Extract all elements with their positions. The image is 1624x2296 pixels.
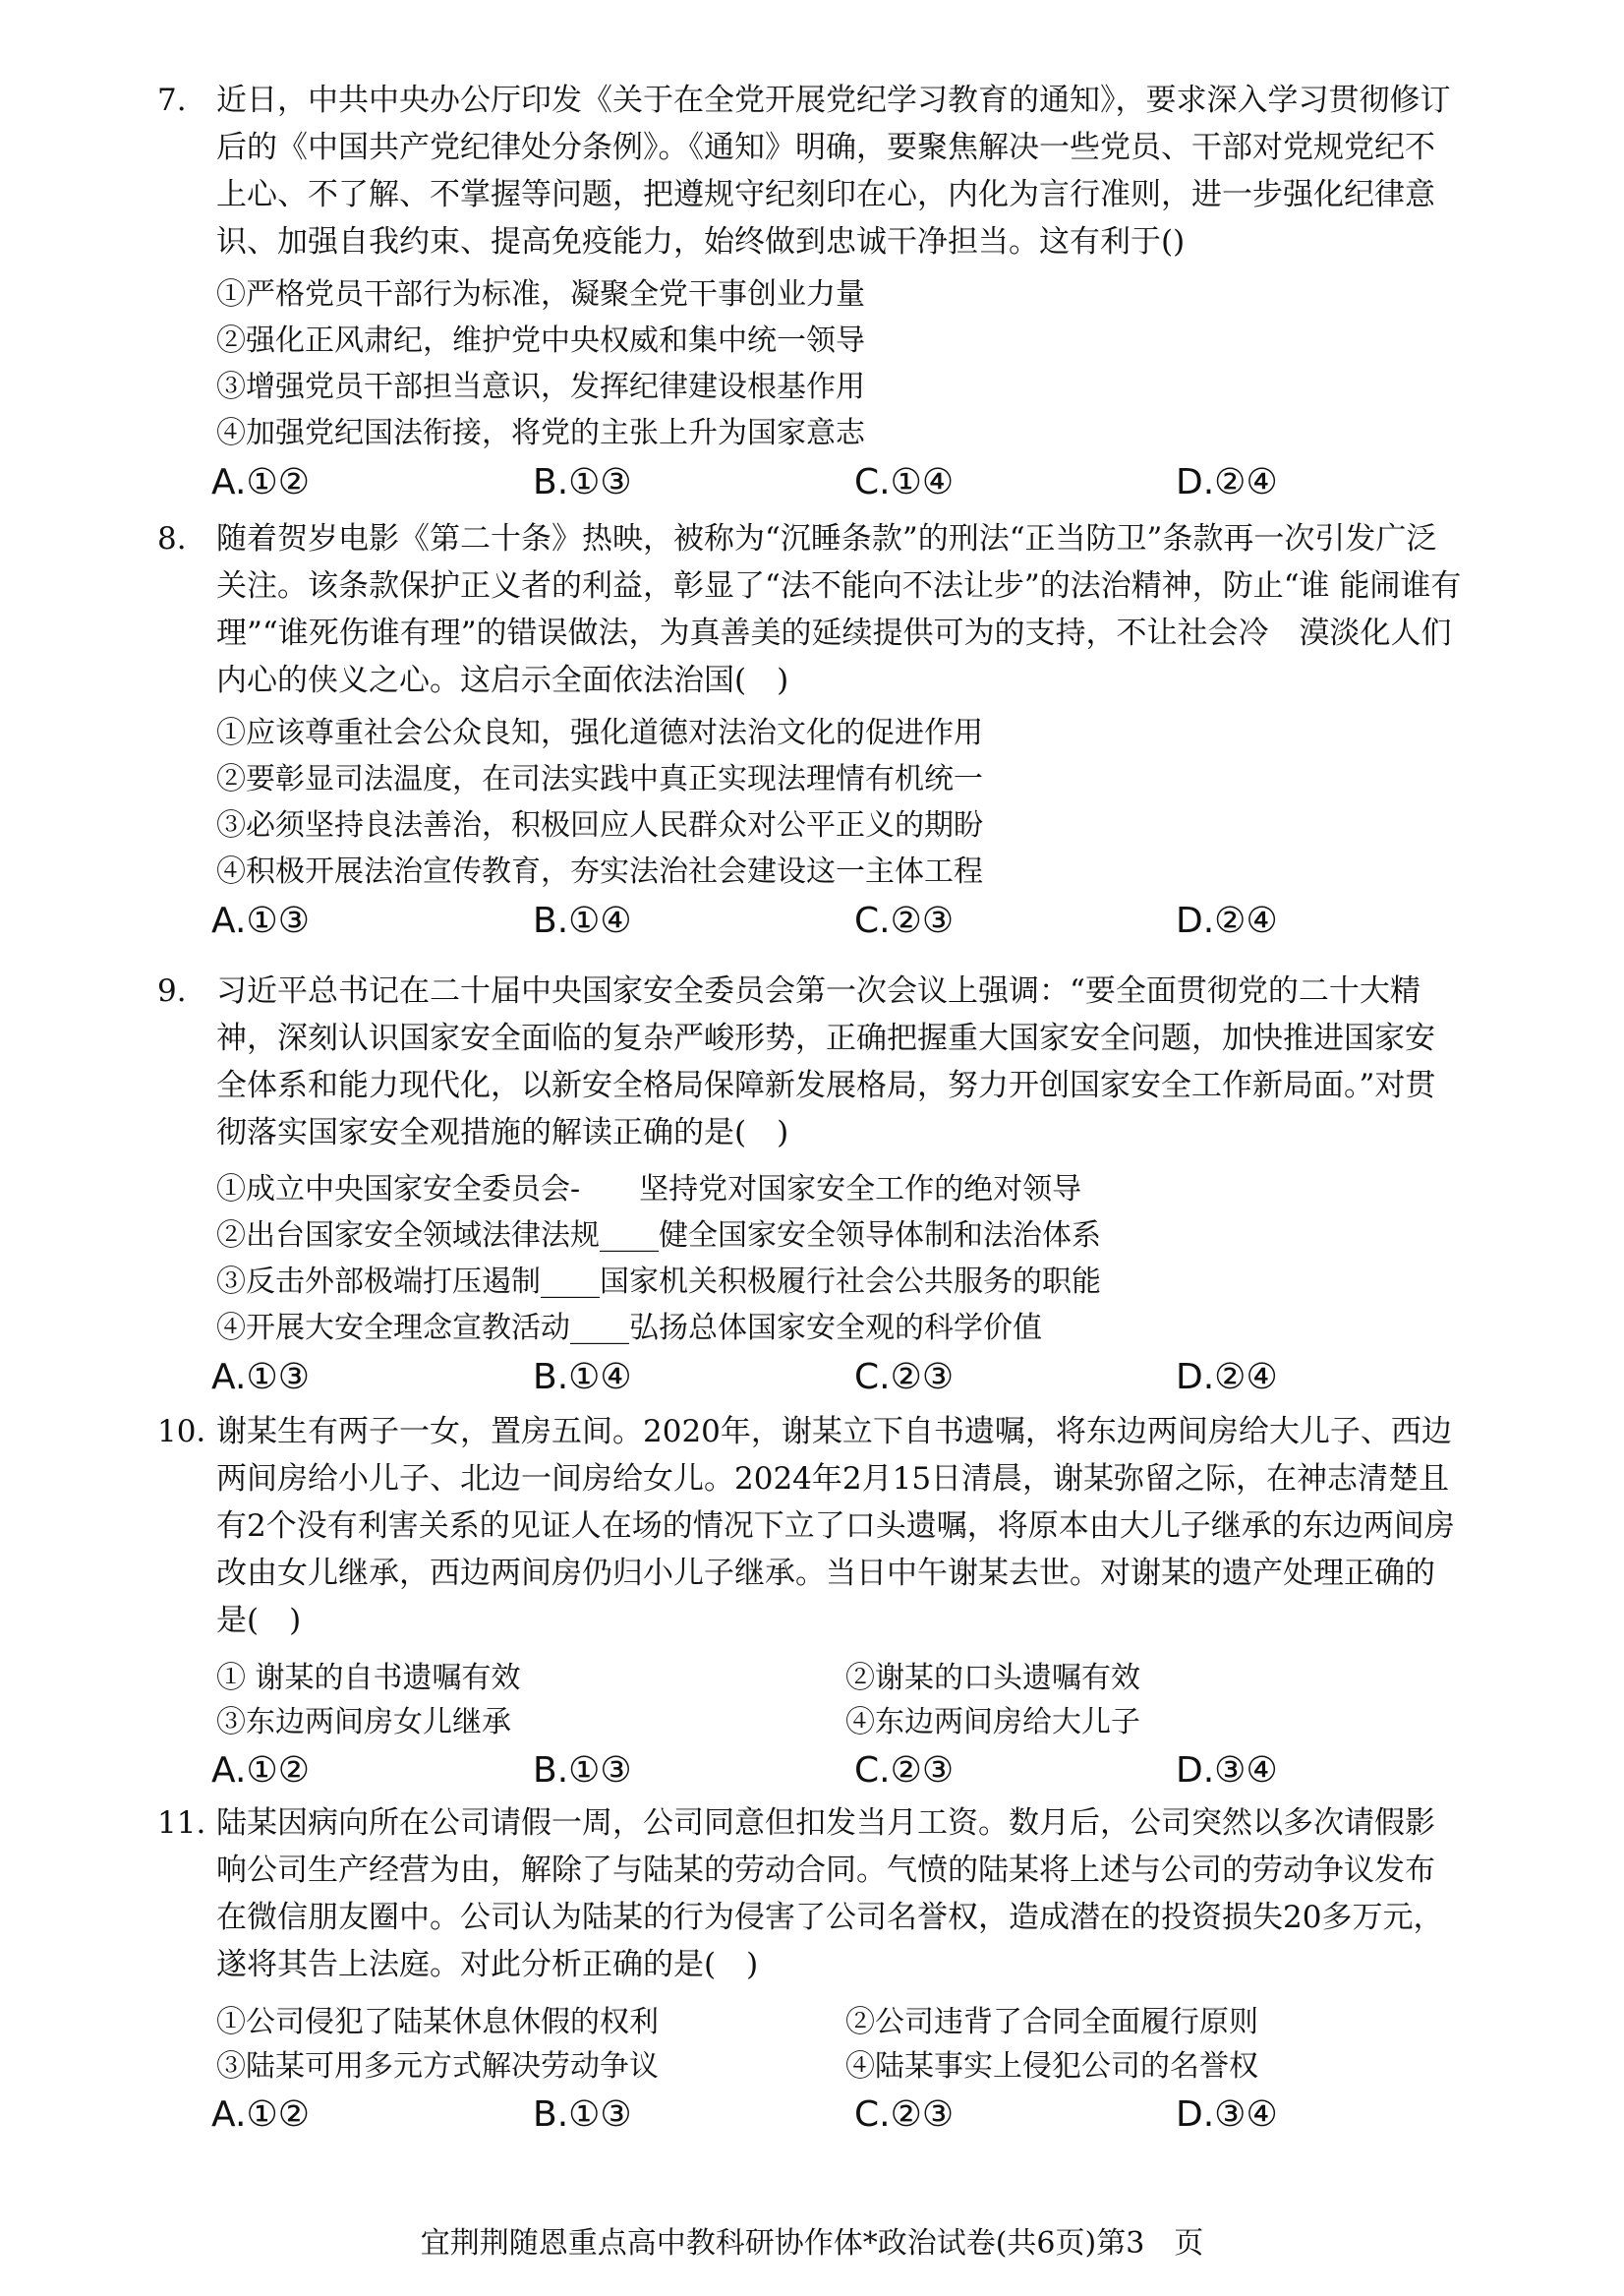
question-8 [157, 515, 1465, 948]
answer-c[interactable]: C.②③ [854, 2094, 955, 2135]
option-3: ③东边两间房女儿继承 [216, 1705, 511, 1739]
option-2: ②要彰显司法温度，在司法实践中真正实现法理情有机统一 [216, 762, 983, 796]
question-stem [157, 1408, 1465, 1644]
option-grid [157, 2000, 1465, 2089]
answer-b[interactable]: B.①③ [533, 1750, 632, 1791]
option-3: ③增强党员干部担当意识，发挥纪律建设根基作用 [216, 370, 865, 404]
answer-d[interactable]: D.②④ [1176, 462, 1278, 502]
question-10 [157, 1408, 1465, 1797]
answer-d[interactable]: D.③④ [1176, 2094, 1278, 2135]
question-number: 7. [157, 83, 187, 118]
question-stem [157, 1799, 1465, 1988]
answer-choices [157, 456, 1465, 509]
answer-a[interactable]: A.①② [211, 1750, 310, 1791]
option-4: ④开展大安全理念宣教活动____弘扬总体国家安全观的科学价值 [216, 1311, 1042, 1345]
option-4: ④东边两间房给大儿子 [845, 1705, 1140, 1739]
question-9 [157, 968, 1465, 1404]
option-4: ④积极开展法治宣传教育，夯实法治社会建设这一主体工程 [216, 854, 983, 889]
answer-a[interactable]: A.①③ [211, 901, 310, 941]
answer-d[interactable]: D.③④ [1176, 1750, 1278, 1791]
question-text: 近日，中共中央办公厅印发《关于在全党开展党纪学习教育的通知》，要求深入学习贯彻修订后的《中国共产党纪律处分条例》。《通知》明确，要聚焦解决一些党员、干部对党规党纪不上心、不了解、不掌握等问题，把遵规守纪刻印在心，内化为言行准则，进一步强化纪律意识、加强自我约束、提高免疫能力，始终做到忠诚干净担当。这有利于() [216, 83, 1451, 260]
option-1: ①成立中央国家安全委员会- 坚持党对国家安全工作的绝对领导 [216, 1172, 1082, 1207]
option-3: ③必须坚持良法善治，积极回应人民群众对公平正义的期盼 [216, 808, 983, 843]
option-4: ④加强党纪国法衔接，将党的主张上升为国家意志 [216, 416, 865, 450]
answer-c[interactable]: C.①④ [854, 462, 955, 502]
answer-a[interactable]: A.①② [211, 2094, 310, 2135]
answer-b[interactable]: B.①③ [533, 2094, 632, 2135]
answer-c[interactable]: C.②③ [854, 901, 955, 941]
question-number: 8. [157, 521, 187, 557]
option-1: ①应该尊重社会公众良知，强化道德对法治文化的促进作用 [216, 716, 983, 750]
answer-choices [157, 1351, 1465, 1404]
question-text: 随着贺岁电影《第二十条》热映，被称为“沉睡条款”的刑法“正当防卫”条款再一次引发广泛关注。该条款保护正义者的利益，彰显了“法不能向不法让步”的法治精神，防止“谁 能闹谁有理”“谁死伤谁有理”的错误做法，为真善美的延续提供可为的支持，不让社会冷 漠淡化人们内心的侠义之心。这启示全面依法治国( ) [216, 521, 1462, 698]
option-1: ① 谢某的自书遗嘱有效 [216, 1661, 521, 1695]
answer-a[interactable]: A.①③ [211, 1357, 310, 1397]
answer-b[interactable]: B.①④ [533, 1357, 632, 1397]
question-number: 10． [157, 1414, 227, 1449]
question-7 [157, 77, 1465, 509]
answer-d[interactable]: D.②④ [1176, 901, 1278, 941]
question-text: 陆某因病向所在公司请假一周，公司同意但扣发当月工资。数月后，公司突然以多次请假影响公司生产经营为由，解除了与陆某的劳动合同。气愤的陆某将上述与公司的劳动争议发布在微信朋友圈中。公司认为陆某的行为侵害了公司名誉权，造成潜在的投资损失20多万元，遂将其告上法庭。对此分析正确的是( ) [216, 1805, 1444, 1982]
question-stem [157, 968, 1465, 1156]
option-grid [157, 1656, 1465, 1744]
option-3: ③陆某可用多元方式解决劳动争议 [216, 2049, 659, 2084]
question-number: 9. [157, 973, 187, 1009]
answer-choices [157, 895, 1465, 948]
answer-choices [157, 1744, 1465, 1797]
option-2: ②出台国家安全领域法律法规____健全国家安全领导体制和法治体系 [216, 1218, 1101, 1253]
option-4: ④陆某事实上侵犯公司的名誉权 [845, 2049, 1258, 2084]
question-number: 11. [157, 1805, 206, 1841]
answer-c[interactable]: C.②③ [854, 1357, 955, 1397]
answer-b[interactable]: B.①③ [533, 462, 632, 502]
option-1: ①公司侵犯了陆某休息休假的权利 [216, 2005, 659, 2039]
option-2: ②公司违背了合同全面履行原则 [845, 2005, 1258, 2039]
answer-choices [157, 2089, 1465, 2142]
option-2: ②强化正风肃纪，维护党中央权威和集中统一领导 [216, 324, 865, 358]
option-2: ②谢某的口头遗嘱有效 [845, 1661, 1140, 1695]
question-stem [157, 77, 1465, 265]
answer-a[interactable]: A.①② [211, 462, 310, 502]
question-11 [157, 1799, 1465, 2142]
question-stem [157, 515, 1465, 704]
answer-d[interactable]: D.②④ [1176, 1357, 1278, 1397]
page-footer: 宜荆荆随恩重点高中教科研协作体*政治试卷(共6页)第3 页 [420, 2226, 1204, 2261]
option-1: ①严格党员干部行为标准，凝聚全党干事创业力量 [216, 277, 865, 312]
question-text: 谢某生有两子一女，置房五间。2020年，谢某立下自书遗嘱，将东边两间房给大儿子、西边两间房给小儿子、北边一间房给女儿。2024年2月15日清晨，谢某弥留之际，在神志清楚且有2个没有利害关系的见证人在场的情况下立了口头遗嘱，将原本由大儿子继承的东边两间房改由女儿继承，西边两间房仍归小儿子继承。当日中午谢某去世。对谢某的遗产处理正确的是( ) [216, 1414, 1455, 1638]
answer-b[interactable]: B.①④ [533, 901, 632, 941]
question-text: 习近平总书记在二十届中央国家安全委员会第一次会议上强调：“要全面贯彻党的二十大精神，深刻认识国家安全面临的复杂严峻形势，正确把握重大国家安全问题，加快推进国家安全体系和能力现代化，以新安全格局保障新发展格局，努力开创国家安全工作新局面。”对贯彻落实国家安全观措施的解读正确的是( ) [216, 973, 1436, 1150]
option-3: ③反击外部极端打压遏制____国家机关积极履行社会公共服务的职能 [216, 1265, 1101, 1299]
answer-c[interactable]: C.②③ [854, 1750, 955, 1791]
